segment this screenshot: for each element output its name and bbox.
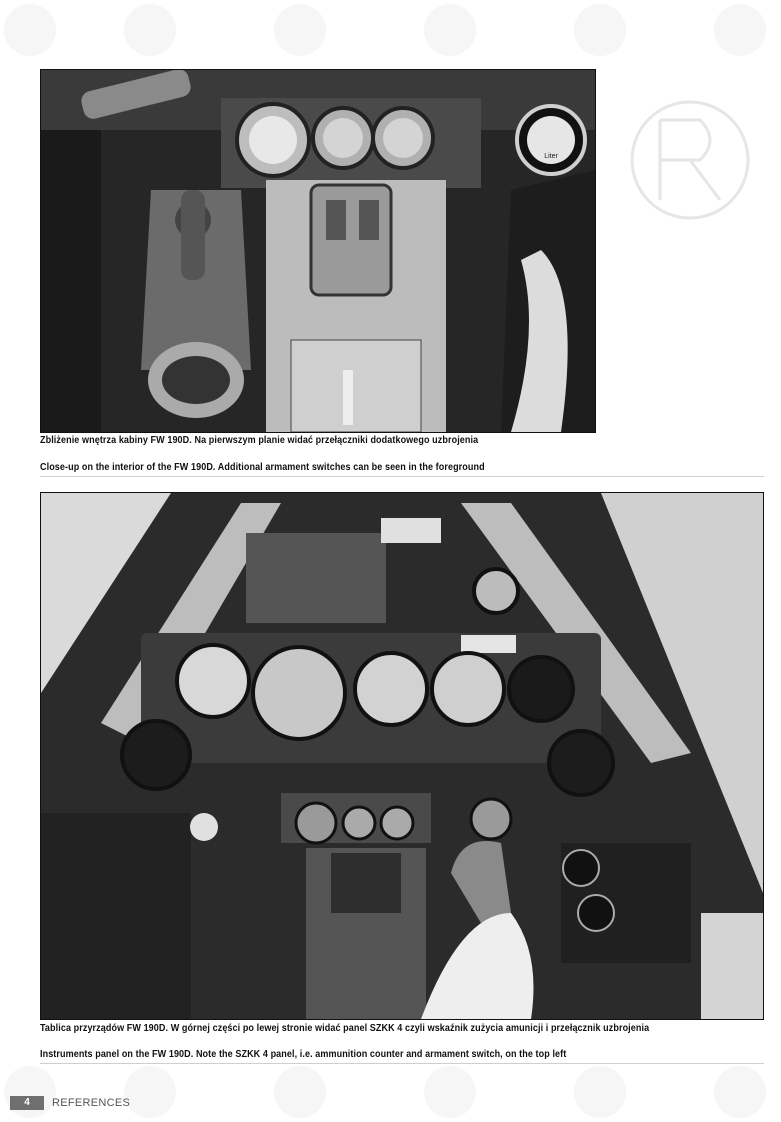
fuel-gauge-label: Liter: [544, 153, 558, 160]
caption-divider-2: [40, 1063, 764, 1064]
cockpit-closeup-photo: [40, 69, 596, 433]
photo1-caption-english: Close-up on the interior of the FW 190D. Additional armament switches can be seen in the foreground: [40, 461, 485, 473]
watermark-logo: [632, 102, 748, 218]
page-number: 4: [10, 1096, 44, 1110]
photo1-caption-polish: Zbliżenie wnętrza kabiny FW 190D. Na pierwszym planie widać przełączniki dodatkowego uzbrojenia: [40, 434, 479, 446]
photo2-caption-english: Instruments panel on the FW 190D. Note the SZKK 4 panel, i.e. ammunition counter and armament switch, on the top left: [40, 1048, 567, 1060]
caption-divider: [40, 476, 764, 477]
photo2-caption-polish: Tablica przyrządów FW 190D. W górnej części po lewej stronie widać panel SZKK 4 czyli wskaźnik zużycia amunicji i przełącznik uzbrojenia: [40, 1022, 650, 1034]
instrument-panel-photo: [40, 492, 764, 1020]
section-title: REFERENCES: [52, 1097, 131, 1109]
